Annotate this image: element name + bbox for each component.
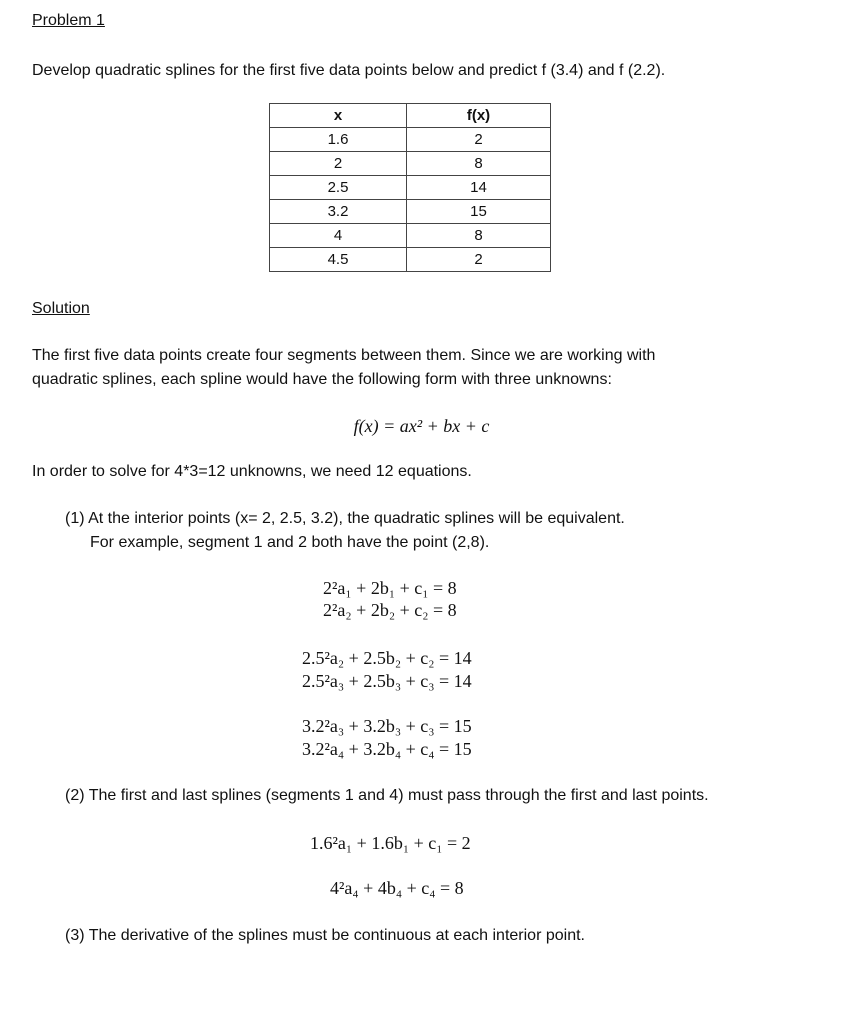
table-row [270, 176, 551, 200]
equation: 3.2²a₃ + 3.2b₃ + c₃ = 15 [302, 716, 472, 736]
header-x: x [270, 104, 407, 128]
cell-fx: 14 [407, 176, 551, 200]
cell-x: 3.2 [270, 200, 407, 224]
equation: 4²a₄ + 4b₄ + c₄ = 8 [330, 878, 464, 898]
solution-heading: Solution [32, 300, 90, 317]
equation: 2.5²a₃ + 2.5b₃ + c₃ = 14 [302, 671, 472, 691]
cell-x: 2.5 [270, 176, 407, 200]
equation: 2²a₁ + 2b₁ + c₁ = 8 [323, 578, 457, 598]
table-row [270, 152, 551, 176]
table-row [270, 128, 551, 152]
step1-line-1: (1) At the interior points (x= 2, 2.5, 3.2), the quadratic splines will be equivalent. [65, 510, 625, 527]
step2-text: (2) The first and last splines (segments 1 and 4) must pass through the first and last points. [65, 787, 709, 804]
unknowns-text: In order to solve for 4*3=12 unknowns, we need 12 equations. [32, 463, 472, 480]
header-fx: f(x) [407, 104, 551, 128]
cell-x: 4 [270, 224, 407, 248]
table-header-row [270, 104, 551, 128]
cell-fx: 15 [407, 200, 551, 224]
step1-line-2: For example, segment 1 and 2 both have the point (2,8). [90, 534, 490, 551]
equation: 3.2²a₄ + 3.2b₄ + c₄ = 15 [302, 739, 472, 759]
data-table [269, 103, 551, 272]
step3-text: (3) The derivative of the splines must be continuous at each interior point. [65, 927, 585, 944]
equation: 1.6²a₁ + 1.6b₁ + c₁ = 2 [310, 833, 471, 853]
table-row [270, 224, 551, 248]
equation: 2.5²a₂ + 2.5b₂ + c₂ = 14 [302, 648, 472, 668]
cell-fx: 8 [407, 152, 551, 176]
cell-x: 1.6 [270, 128, 407, 152]
cell-fx: 2 [407, 248, 551, 272]
cell-fx: 8 [407, 224, 551, 248]
equation: 2²a₂ + 2b₂ + c₂ = 8 [323, 600, 457, 620]
problem-statement: Develop quadratic splines for the first five data points below and predict f (3.4) and f (2.2). [32, 62, 666, 79]
spline-form-equation: f(x) = ax² + bx + c [353, 416, 490, 436]
cell-x: 2 [270, 152, 407, 176]
cell-x: 4.5 [270, 248, 407, 272]
intro-line-2: quadratic splines, each spline would have the following form with three unknowns: [32, 371, 612, 388]
problem-heading: Problem 1 [32, 12, 105, 29]
cell-fx: 2 [407, 128, 551, 152]
table-row [270, 200, 551, 224]
intro-line-1: The first five data points create four segments between them. Since we are working with [32, 347, 656, 364]
table-row [270, 248, 551, 272]
